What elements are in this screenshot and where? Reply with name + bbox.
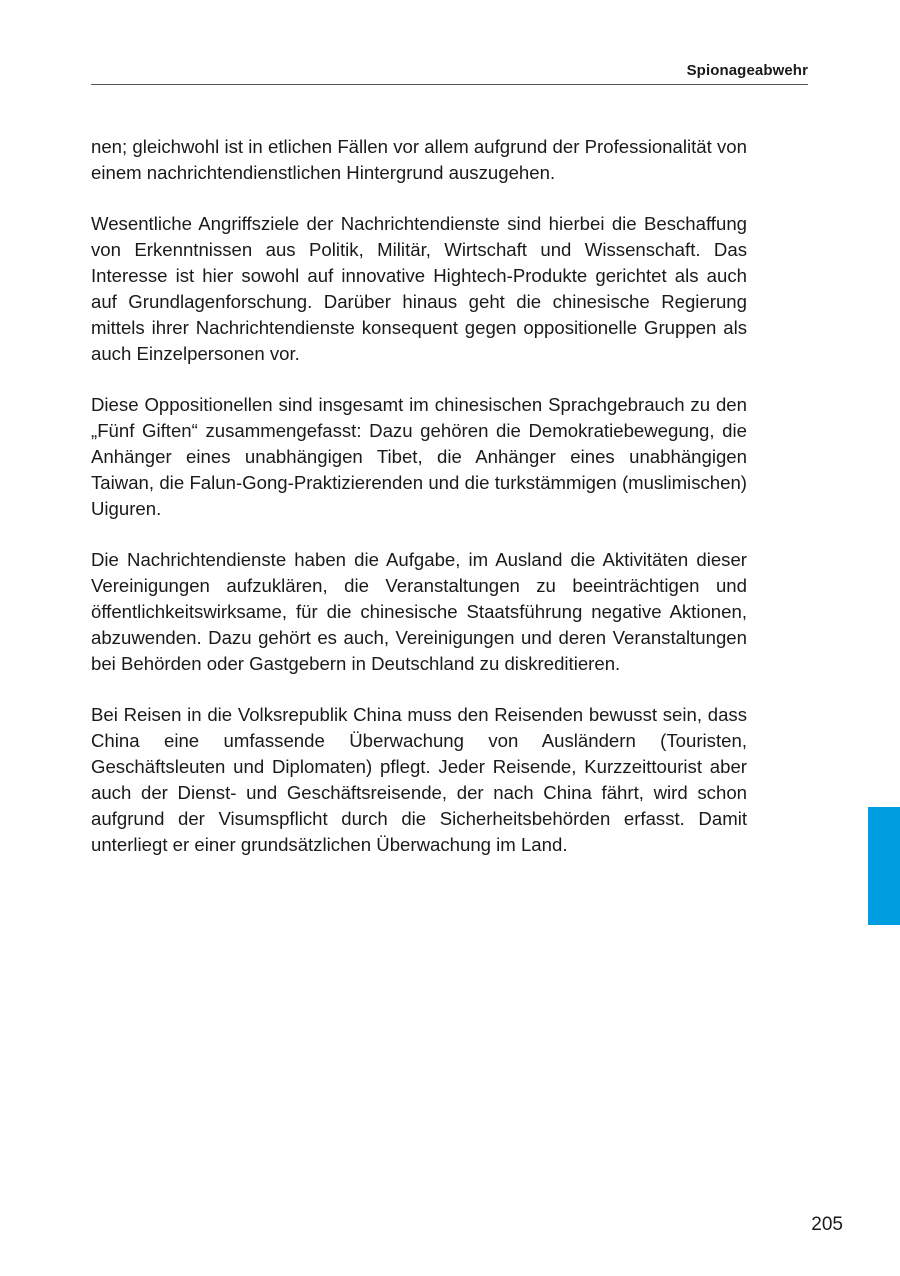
paragraph-1: nen; gleichwohl ist in etlichen Fällen vor allem aufgrund der Professionalität von einem nachrichtendienstlichen Hintergrund auszugehen.: [91, 136, 747, 183]
paragraph-5: Bei Reisen in die Volksrepublik China muss den Reisenden bewusst sein, dass China eine umfassende Überwachung von Ausländern (Touristen, Geschäftsleuten und Diplomaten) pflegt. Jeder Reisende, Kurzzeittourist aber auch der Dienst- und Geschäftsreisende, der nach China fährt, wird schon aufgrund der Visumspflicht durch die Sicherheitsbehörden erfasst. Damit unterliegt er einer grundsätzlichen Überwachung im Land.: [91, 704, 747, 855]
running-header-title: Spionageabwehr: [686, 62, 808, 79]
body-text: [91, 134, 747, 883]
paragraph-2: Wesentliche Angriffsziele der Nachrichtendienste sind hierbei die Beschaffung von Erkenntnissen aus Politik, Militär, Wirtschaft und Wissenschaft. Das Interesse ist hier sowohl auf innovative Hightech-Produkte gerichtet als auch auf Grundlagenforschung. Darüber hinaus geht die chinesische Regierung mittels ihrer Nachrichtendienste konsequent gegen oppositionelle Gruppen als auch Einzelpersonen vor.: [91, 213, 747, 364]
chapter-tab-marker: [868, 807, 900, 925]
paragraph-4: Die Nachrichtendienste haben die Aufgabe, im Ausland die Aktivitäten dieser Vereinigungen aufzuklären, die Veranstaltungen zu beeinträchtigen und öffentlichkeitswirksame, für die chinesische Staatsführung negative Aktionen, abzuwenden. Dazu gehört es auch, Vereinigungen und deren Veranstaltungen bei Behörden oder Gastgebern in Deutschland zu diskreditieren.: [91, 549, 747, 674]
paragraph-3: Diese Oppositionellen sind insgesamt im chinesischen Sprachgebrauch zu den „Fünf Giften“ zusammengefasst: Dazu gehören die Demokratiebewegung, die Anhänger eines unabhängigen Tibet, die Anhänger eines unabhängigen Taiwan, die Falun-Gong-Praktizierenden und die turkstämmigen (muslimischen) Uiguren.: [91, 394, 747, 519]
running-header: [91, 62, 808, 85]
page-number: 205: [811, 1214, 843, 1235]
